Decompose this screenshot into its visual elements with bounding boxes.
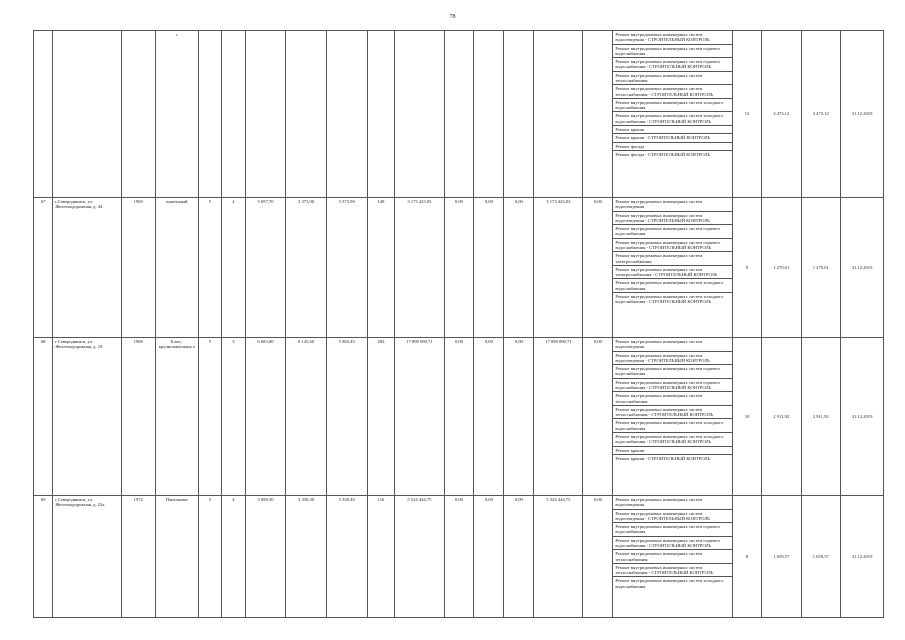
max-cost-cell: 3 473,12 xyxy=(801,31,841,198)
work-item: Ремонт крыши xyxy=(613,447,732,455)
date-cell: 31.12.2019 xyxy=(841,198,884,338)
work-item: Ремонт внутридомовых инженерных систем горячего водоснабжения - СТРОИТЕЛЬНЫЙ КОНТРОЛЬ xyxy=(613,239,732,253)
work-item: Ремонт внутридомовых инженерных систем теплоснабжения - СТРОИТЕЛЬНЫЙ КОНТРОЛЬ xyxy=(613,85,732,99)
other-fund-cell: 0,00 xyxy=(583,496,613,618)
table-row xyxy=(34,496,884,618)
capital-repair-table xyxy=(33,30,884,618)
max-cost-cell: 1 659,57 xyxy=(801,496,841,618)
work-item: Ремонт фасада xyxy=(613,143,732,151)
work-item: Ремонт внутридомовых инженерных систем холодного водоснабжения xyxy=(613,99,732,113)
row-number: 68 xyxy=(34,338,53,496)
work-item: Ремонт внутридомовых инженерных систем водоотведения - СТРОИТЕЛЬНЫЙ КОНТРОЛЬ xyxy=(613,510,732,524)
work-item: Ремонт внутридомовых инженерных систем горячего водоснабжения xyxy=(613,225,732,239)
work-item: Ремонт внутридомовых инженерных систем холодного водоснабжения xyxy=(613,279,732,293)
work-item: Ремонт внутридомовых инженерных систем горячего водоснабжения - СТРОИТЕЛЬНЫЙ КОНТРОЛЬ xyxy=(613,379,732,393)
work-item: Ремонт крыши - СТРОИТЕЛЬНЫЙ КОНТРОЛЬ xyxy=(615,455,711,461)
year-cell: 1972 xyxy=(121,496,155,618)
entrances-cell: 4 xyxy=(222,198,246,338)
work-item: Ремонт внутридомовых инженерных систем холодного водоснабжения - СТРОИТЕЛЬНЫЙ КОНТРОЛЬ xyxy=(615,293,724,305)
work-item: Ремонт внутридомовых инженерных систем холодного водоснабжения xyxy=(613,419,732,433)
work-item: Ремонт внутридомовых инженерных систем водоотведения - СТРОИТЕЛЬНЫЙ КОНТРОЛЬ xyxy=(613,31,732,45)
area-part-cell: 3 373,90 xyxy=(326,198,367,338)
area-part-cell: 5 883,45 xyxy=(326,338,367,496)
fund-cell: 0,00 xyxy=(444,496,474,618)
work-item: Ремонт внутридомовых инженерных систем горячего водоснабжения xyxy=(613,523,732,537)
page-number: 78 xyxy=(449,14,456,20)
work-item: Ремонт внутридомовых инженерных систем водоотведения xyxy=(613,496,732,510)
work-item: Ремонт внутридомовых инженерных систем теплоснабжения - СТРОИТЕЛЬНЫЙ КОНТРОЛЬ xyxy=(613,564,732,578)
work-item: Ремонт внутридомовых инженерных систем водоотведения xyxy=(613,198,732,212)
term-cell: 12 xyxy=(733,31,762,198)
material-cell: панельный xyxy=(155,198,198,338)
row-number: 67 xyxy=(34,198,53,338)
work-item: Ремонт крыши - СТРОИТЕЛЬНЫЙ КОНТРОЛЬ xyxy=(613,134,732,142)
residents-cell: 283 xyxy=(367,338,395,496)
work-item: Ремонт фасада - СТРОИТЕЛЬНЫЙ КОНТРОЛЬ xyxy=(615,151,711,157)
fund-cell: 0,00 xyxy=(504,338,534,496)
area-living-cell: 6 145,60 xyxy=(286,338,327,496)
area-total-cell: 3 698,30 xyxy=(245,496,286,618)
works-list xyxy=(613,31,733,198)
fund-cell: 0,00 xyxy=(474,338,504,496)
date-cell: 31.12.2019 xyxy=(841,338,884,496)
owner-fund-cell: 5 524 444,75 xyxy=(534,496,583,618)
owner-fund-cell: 17 898 090,71 xyxy=(534,338,583,496)
max-cost-cell: 2 911,92 xyxy=(801,338,841,496)
unit-cost-cell: 1 270,61 xyxy=(761,198,801,338)
date-cell: 31.12.2019 xyxy=(841,31,884,198)
floors-cell: 5 xyxy=(198,496,222,618)
date-cell: 31.12.2019 xyxy=(841,496,884,618)
year-cell: 1969 xyxy=(121,198,155,338)
entrances-cell: 4 xyxy=(222,496,246,618)
work-item: Ремонт внутридомовых инженерных систем холодного водоснабжения - СТРОИТЕЛЬНЫЙ КОНТРОЛЬ xyxy=(613,112,732,126)
fund-cell: 0,00 xyxy=(444,338,474,496)
work-item: Ремонт внутридомовых инженерных систем горячего водоснабжения - СТРОИТЕЛЬНЫЙ КОНТРОЛЬ xyxy=(613,537,732,551)
area-part-cell: 3 330,40 xyxy=(326,496,367,618)
address-cell: г.Северодвинск, ул. Железнодорожная, д. 18 xyxy=(53,338,121,496)
table-row xyxy=(34,338,884,496)
work-item: Ремонт крыши xyxy=(613,126,732,134)
fund-cell: 0,00 xyxy=(474,496,504,618)
work-item: Ремонт внутридомовых инженерных систем горячего водоснабжения xyxy=(613,45,732,59)
term-cell: 10 xyxy=(733,338,762,496)
fund-cell: 0,00 xyxy=(474,198,504,338)
owner-fund-cell: 3 173 423,03 xyxy=(534,198,583,338)
work-item: Ремонт внутридомовых инженерных систем водоотведения - СТРОИТЕЛЬНЫЙ КОНТРОЛЬ xyxy=(613,212,732,226)
row-number: 69 xyxy=(34,496,53,618)
work-item: Ремонт внутридомовых инженерных систем теплоснабжения - СТРОИТЕЛЬНЫЙ КОНТРОЛЬ xyxy=(613,406,732,420)
work-item: Ремонт внутридомовых инженерных систем теплоснабжения xyxy=(613,72,732,86)
table-row xyxy=(34,31,884,198)
floors-cell: 5 xyxy=(198,338,222,496)
works-list xyxy=(613,496,733,618)
entrances-cell: 3 xyxy=(222,338,246,496)
fund-cell: 0,00 xyxy=(504,198,534,338)
table-row xyxy=(34,198,884,338)
material-fragment: с xyxy=(155,31,198,198)
area-living-cell: 3 373,90 xyxy=(286,198,327,338)
address-cell: г.Северодвинск, ул. Железнодорожная, д. 44 xyxy=(53,198,121,338)
works-list xyxy=(613,338,733,496)
residents-cell: 116 xyxy=(367,496,395,618)
area-total-cell: 6 683,80 xyxy=(245,338,286,496)
work-item: Ремонт внутридомовых инженерных систем холодного водоснабжения - СТРОИТЕЛЬНЫЙ КОНТРОЛЬ xyxy=(613,433,732,447)
residents-cell: 148 xyxy=(367,198,395,338)
area-living-cell: 3 330,30 xyxy=(286,496,327,618)
unit-cost-cell: 1 659,57 xyxy=(761,496,801,618)
work-item: Ремонт внутридомовых инженерных систем теплоснабжения xyxy=(613,392,732,406)
cost-total-cell: 17 898 090,71 xyxy=(395,338,444,496)
work-item: Ремонт внутридомовых инженерных систем холодного водоснабжения xyxy=(615,578,724,589)
work-item: Ремонт внутридомовых инженерных систем горячего водоснабжения - СТРОИТЕЛЬНЫЙ КОНТРОЛЬ xyxy=(613,58,732,72)
work-item: Ремонт внутридомовых инженерных систем водоотведения - СТРОИТЕЛЬНЫЙ КОНТРОЛЬ xyxy=(613,352,732,366)
works-list xyxy=(613,198,733,338)
fund-cell: 0,00 xyxy=(504,496,534,618)
year-cell: 1969 xyxy=(121,338,155,496)
work-item: Ремонт внутридомовых инженерных систем электроснабжения xyxy=(613,252,732,266)
unit-cost-cell: 2 911,92 xyxy=(761,338,801,496)
term-cell: 8 xyxy=(733,496,762,618)
work-item: Ремонт внутридомовых инженерных систем теплоснабжения xyxy=(613,550,732,564)
address-cell: г.Северодвинск, ул. Железнодорожная, д. 22а xyxy=(53,496,121,618)
area-total-cell: 3 697,70 xyxy=(245,198,286,338)
max-cost-cell: 1 270,61 xyxy=(801,198,841,338)
work-item: Ремонт внутридомовых инженерных систем горячего водоснабжения xyxy=(613,365,732,379)
fund-cell: 0,00 xyxy=(444,198,474,338)
floors-cell: 5 xyxy=(198,198,222,338)
material-cell: Блоч., крупнопанельны е xyxy=(155,338,198,496)
term-cell: 8 xyxy=(733,198,762,338)
work-item: Ремонт внутридомовых инженерных систем водоотведения xyxy=(613,338,732,352)
cost-total-cell: 5 524 444,75 xyxy=(395,496,444,618)
other-fund-cell: 0,00 xyxy=(583,198,613,338)
work-item: Ремонт внутридомовых инженерных систем электроснабжения - СТРОИТЕЛЬНЫЙ КОНТРОЛЬ xyxy=(613,266,732,280)
other-fund-cell: 0,00 xyxy=(583,338,613,496)
unit-cost-cell: 3 473,12 xyxy=(761,31,801,198)
material-cell: Панельные xyxy=(155,496,198,618)
cost-total-cell: 3 173 423,03 xyxy=(395,198,444,338)
